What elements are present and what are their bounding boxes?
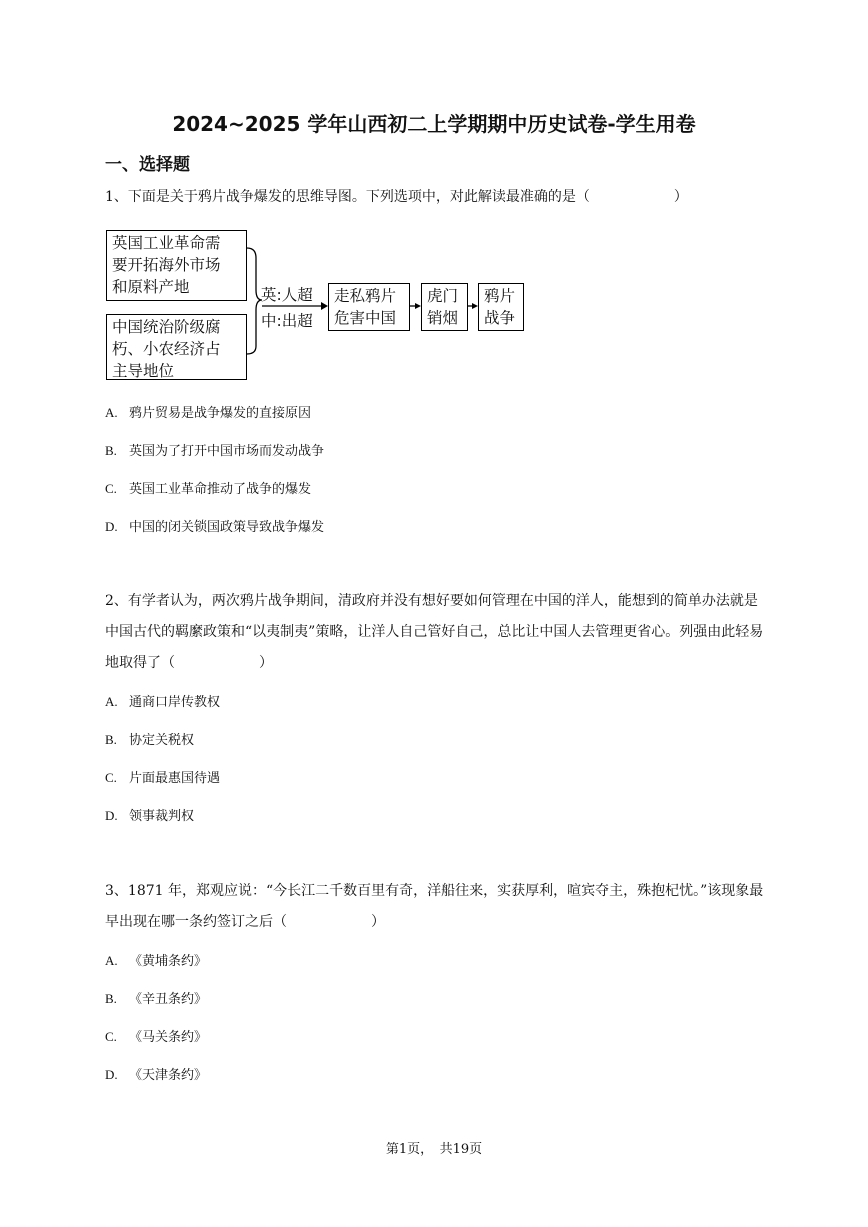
cause-box-china-line: 朽、小农经济占	[112, 340, 221, 358]
step-line: 战争	[484, 309, 516, 327]
option-letter: D.	[105, 519, 118, 534]
option-letter: B.	[105, 991, 117, 1006]
section-heading: 一、选择题	[105, 155, 190, 175]
step-line: 危害中国	[334, 309, 397, 327]
step-box-opium-war	[478, 283, 524, 331]
option-text: 《辛丑条约》	[129, 992, 208, 1007]
option-text: 领事裁判权	[129, 809, 195, 824]
option-text: 英国工业革命推动了战争的爆发	[129, 482, 312, 497]
page-footer: 第1页， 共19页	[385, 1142, 483, 1157]
question-2-option-d[interactable]	[105, 805, 194, 824]
step-line: 走私鸦片	[334, 287, 397, 305]
cause-box-britain-line: 要开拓海外市场	[112, 256, 221, 274]
cause-box-china-line: 主导地位	[112, 362, 175, 380]
step-box-opium-smuggling	[328, 283, 410, 331]
option-letter: A.	[105, 694, 118, 709]
option-text: 英国为了打开中国市场而发动战争	[129, 444, 325, 459]
question-2-option-b[interactable]	[105, 729, 194, 748]
option-letter: D.	[105, 1067, 118, 1082]
question-3-option-c[interactable]	[105, 1026, 207, 1045]
option-text: 片面最惠国待遇	[129, 771, 221, 786]
question-1-option-b[interactable]	[105, 440, 324, 459]
option-letter: B.	[105, 443, 117, 458]
option-text: 协定关税权	[129, 733, 195, 748]
step-box-humen	[421, 283, 468, 331]
cause-box-britain-line: 和原料产地	[112, 278, 190, 296]
cause-box-china-line: 中国统治阶级腐	[112, 318, 221, 336]
option-letter: A.	[105, 953, 118, 968]
question-2-stem: 2、有学者认为，两次鸦片战争期间，清政府并没有想好要如何管理在中国的洋人，能想到的简单办法就是中国古代的羁縻政策和“以夷制夷”策略，让洋人自己管好自己，总比让中国人去管理更省心。列强由此轻易地取得了（ ）	[105, 593, 764, 671]
option-text: 中国的闭关锁国政策导致战争爆发	[129, 520, 325, 535]
question-1-option-c[interactable]	[105, 478, 311, 497]
question-3-option-a[interactable]	[105, 950, 207, 969]
option-text: 《马关条约》	[129, 1030, 208, 1045]
step-line: 虎门	[427, 287, 459, 305]
question-2-option-c[interactable]	[105, 767, 220, 786]
question-3-option-d[interactable]	[105, 1064, 207, 1083]
option-letter: C.	[105, 770, 117, 785]
step-line: 销烟	[427, 309, 459, 327]
question-2-option-a[interactable]	[105, 691, 220, 710]
option-letter: A.	[105, 405, 118, 420]
option-text: 《黄埔条约》	[129, 954, 208, 969]
mind-map-diagram	[104, 228, 534, 380]
trade-label-china: 中:出超	[261, 312, 313, 330]
option-letter: B.	[105, 732, 117, 747]
document-title: 2024~2025 学年山西初二上学期期中历史试卷-学生用卷	[172, 112, 696, 136]
option-letter: D.	[105, 808, 118, 823]
option-text: 鸦片贸易是战争爆发的直接原因	[129, 406, 312, 421]
question-3-stem: 3、1871 年，郑观应说：“今长江二千数百里有奇，洋船往来，实获厚利，喧宾夺主，殊抱杞忧。”该现象最早出现在哪一条约签订之后（ ）	[105, 883, 764, 930]
option-text: 通商口岸传教权	[129, 695, 221, 710]
option-letter: C.	[105, 481, 117, 496]
trade-label-britain: 英:人超	[261, 286, 313, 304]
question-1-stem: 1、下面是关于鸦片战争爆发的思维导图。下列选项中，对此解读最准确的是（ ）	[105, 189, 688, 205]
question-1-option-d[interactable]	[105, 516, 324, 535]
cause-box-britain	[106, 230, 247, 301]
step-line: 鸦片	[484, 287, 516, 305]
question-3-option-b[interactable]	[105, 988, 207, 1007]
cause-box-china	[106, 314, 247, 380]
option-letter: C.	[105, 1029, 117, 1044]
question-1-option-a[interactable]	[105, 402, 311, 421]
cause-box-britain-line: 英国工业革命需	[112, 234, 221, 252]
option-text: 《天津条约》	[129, 1068, 208, 1083]
